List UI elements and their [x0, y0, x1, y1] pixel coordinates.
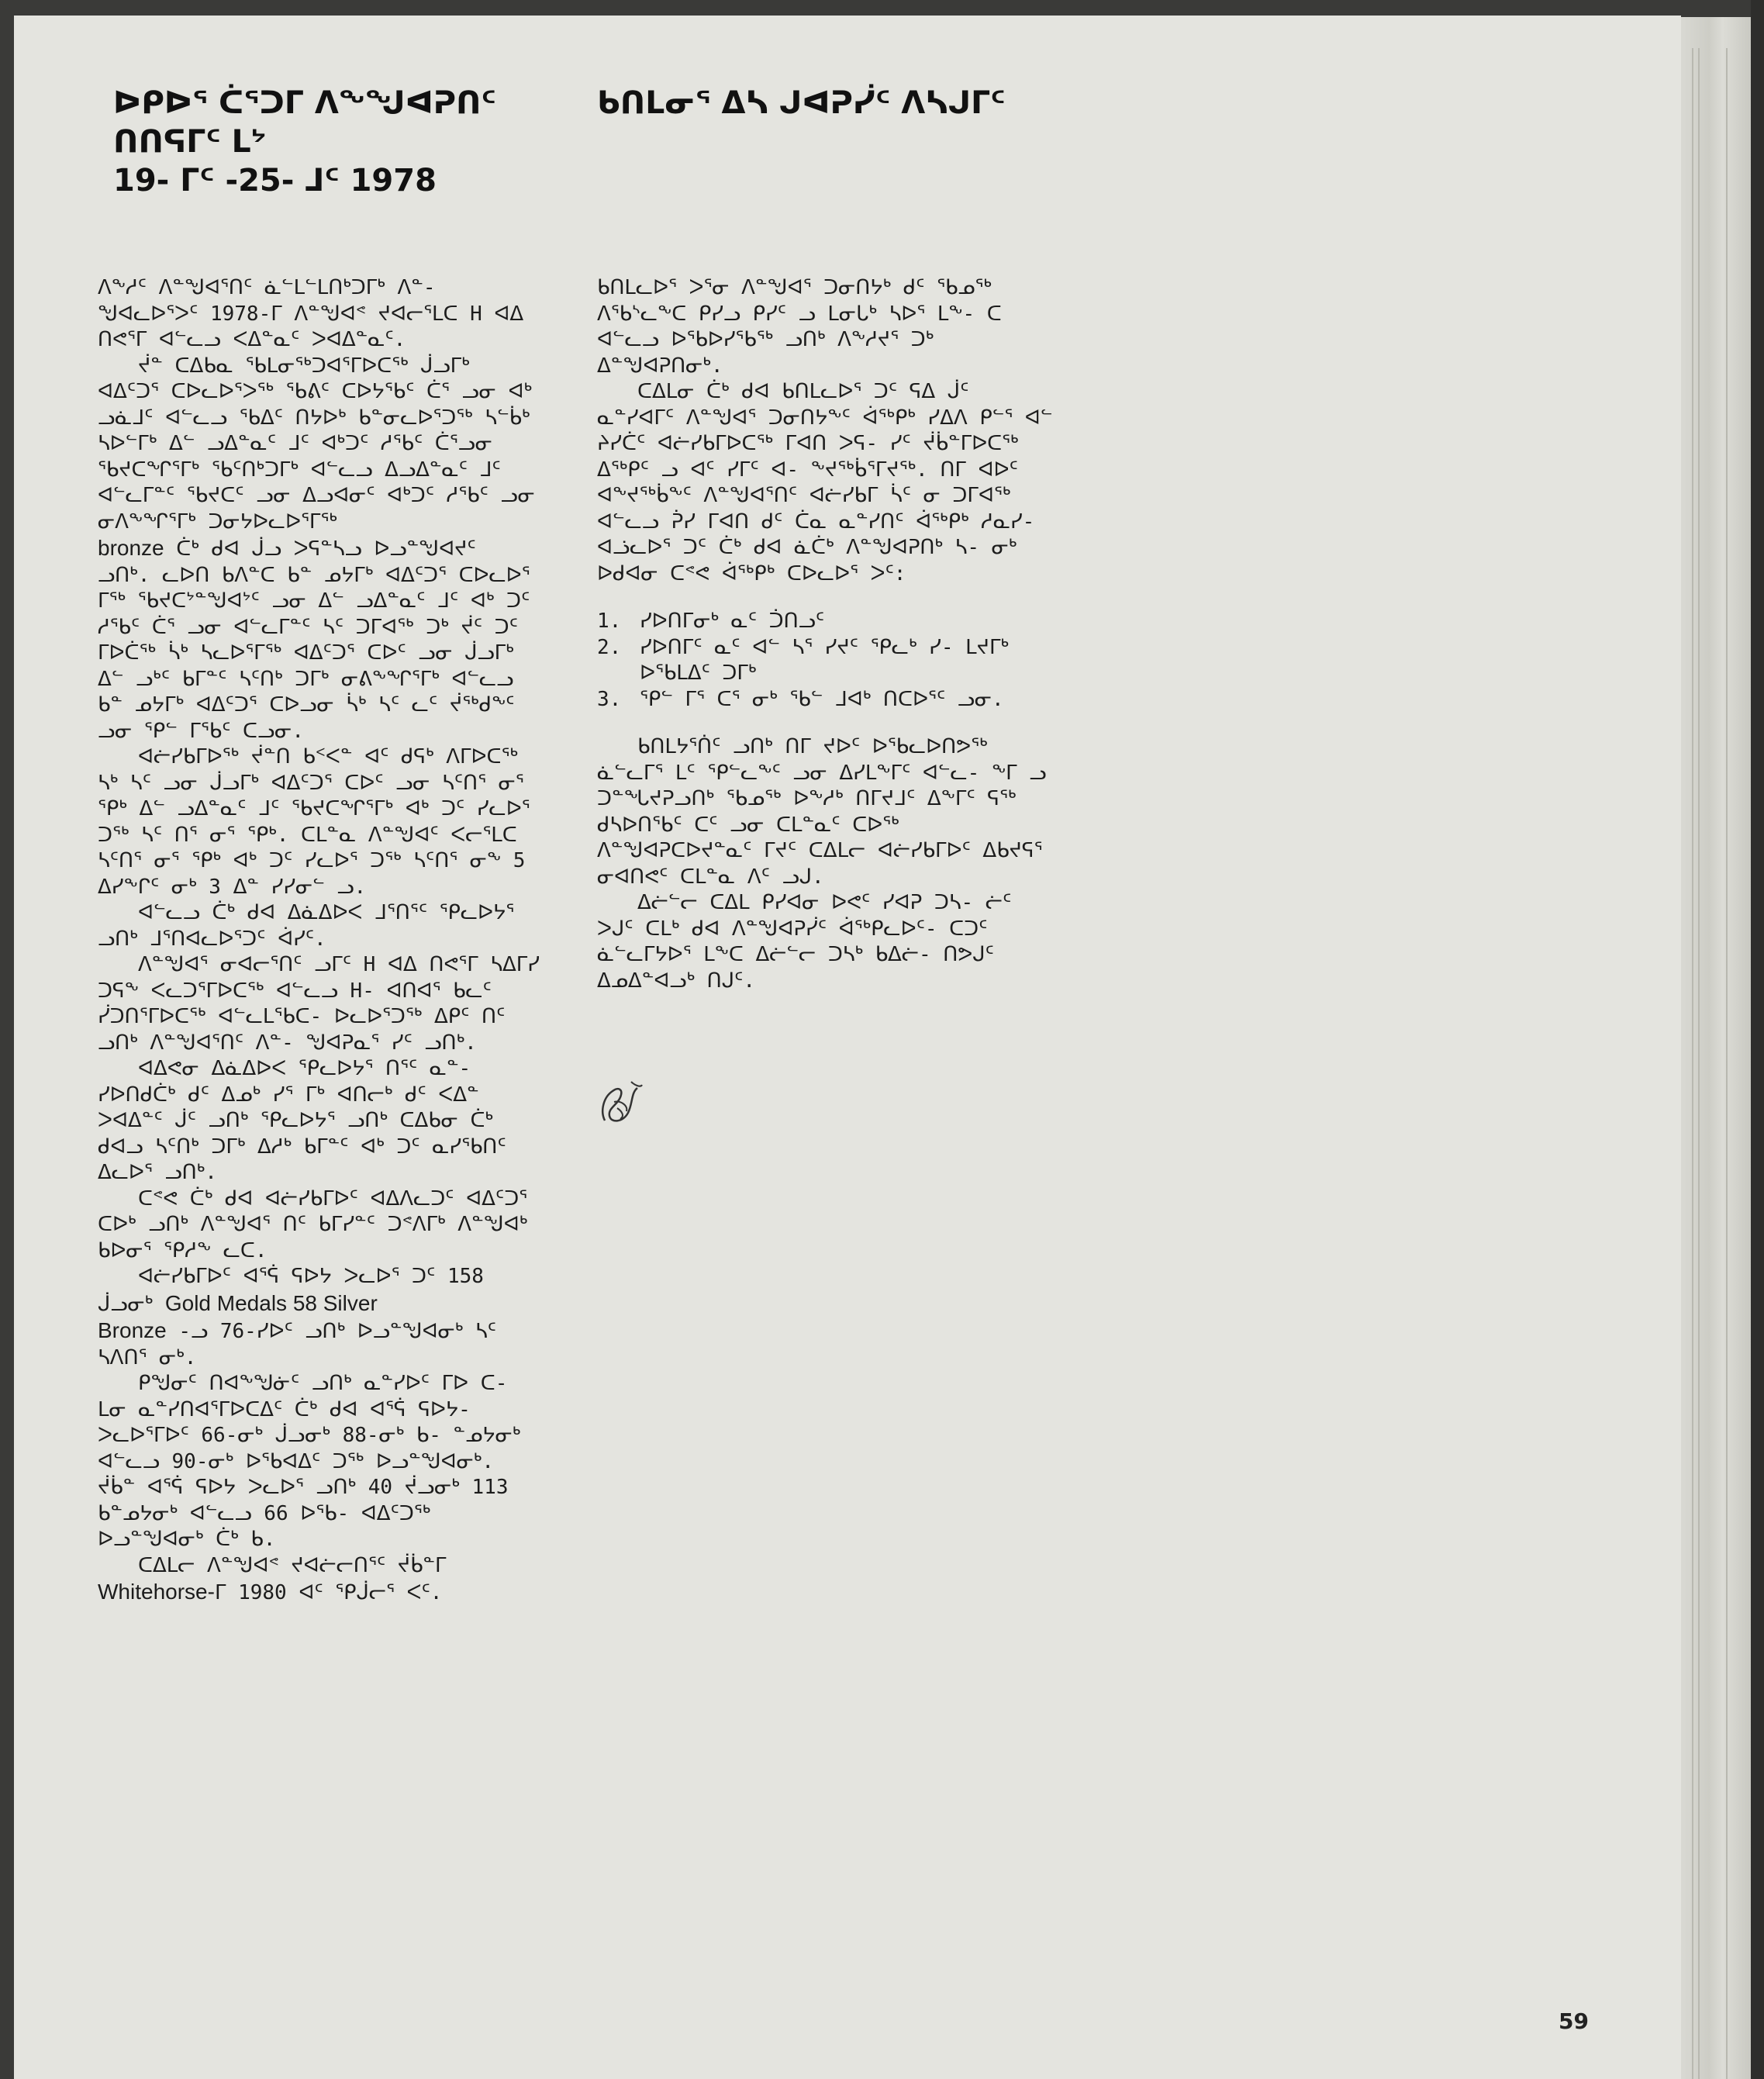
list-number: 3.	[597, 687, 622, 711]
paragraph: ᑭᖑᓂᑦ ᑎᐊᖕᖑᓃᑦ ᓗᑎᒃ ᓇᓐᓯᐅᑦ ᒥᐅ ᑕ- ᒪᓂ ᓇᓐᓯᑎᐊᕐᒥᐅᑕᐃᑦ ᑖᒃ ᑯᐊ ᐊᕐᕌ ᕋᐅᔭ- ᐳᓚᐅᕐᒥᐅᑦ 66-ᓂᒃ ᒎᓗᓂᒃ 88-ᓂᒃ ᑲ- ᓐᓄᔭᓂᒃ ᐊᓪᓚᓗ 90-ᓂᒃ ᐅᖃᐊᐃᑦ ᑐᖅ ᐅᓗᓐᖑᐊᓂᒃ. ᔫᑳᓐ ᐊᕐᕌ ᕋᐅᔭ ᐳᓚᐅᕐ ᓗᑎᒃ 40 ᔫᓗᓂᒃ 113 ᑲᓐᓄᔭᓂᒃ ᐊᓪᓚᓗ 66 ᐅᖃ- ᐊᐃᑦᑐᖅ ᐅᓗᓐᖑᐊᓂᒃ ᑖᒃ ᑲ.	[98, 1372, 521, 1551]
bronze-word: bronze	[98, 536, 164, 560]
page-number: 59	[1559, 2008, 1589, 2034]
header-left-date: 19- ᒥᑦ -25- ᒧᑦ 1978	[113, 163, 437, 199]
background-edge	[1751, 0, 1764, 2079]
spine-line	[1692, 48, 1693, 2079]
spine-line	[1726, 48, 1728, 2079]
list-item	[597, 635, 1055, 687]
medals-latin: Gold Medals 58 Silver	[164, 1290, 378, 1315]
paragraph: ᐱᖕᓱᑦ ᐱᓐᖑᐊᕐᑎᑦ ᓈᓪᒪᓪᒪᑎᒃᑐᒥᒃ ᐱᓐ- ᖑᐊᓚᐅᕐᐳᑦ 1978-ᒥ ᐱᓐᖑᐊᕝ ᔪᐊᓕᕐᒪᑕ H ᐊᐃ ᑎᕙᕐᒥ ᐊᓪᓚᓗ ᐸᐃᓐᓇᑦ ᐳᐊᐃᓐᓇᑦ.	[98, 276, 524, 351]
list-text: ᓯᐅᑎᒥᑦ ᓇᑦ ᐊᓪ ᓴᕐ ᓯᔪᑦ ᕿᓚᒃ ᓯ- ᒪᔪᒥᒃ ᐅᖃᒪᐃᑦ ᑐᒥᒃ	[640, 635, 1010, 685]
paragraph: ᑲᑎᒪᔭᕐᑏᑦ ᓗᑎᒃ ᑎᒥ ᔪᐅᑦ ᐅᖃᓚᐅᑎᕗᖅ ᓈᓪᓚᒥᕐ ᒪᑦ ᕿᓪᓚᖕᑦ ᓗᓂ ᐃᓯᒪᖕᒥᑦ ᐊᓪᓚ- ᖕᒥ ᓗ ᑐᓐᖓᔪᕈᓗᑎᒃ ᖃᓄᖅ ᐅᖕᓱᒃ ᑎᒥᔪᒧᑦ ᐃᖕᒥᑦ ᕋᖅ ᑯᓴᐅᑎᖃᑦ ᑕᑦ ᓗᓂ ᑕᒪᓐᓇᑦ ᑕᐅᖅ ᐱᓐᖑᐊᕈᑕᐅᔪᓐᓇᑦ ᒥᔪᑦ ᑕᐃᒪᓕ ᐊᓖᓯᑲᒥᐅᑦ ᐃᑲᔪᕋᕐ ᓂᐊᑎᕙᑦ ᑕᒪᓐᓇ ᐱᑦ ᓗᒍ.	[597, 735, 1047, 889]
list-number: 2.	[597, 635, 622, 659]
medals-text: -ᓗ 76-ᓯᐅᑦ ᓗᑎᒃ ᐅᓗᓐᖑᐊᓂᒃ ᓴᑦ ᓴᐱᑎᕐ ᓂᒃ.	[98, 1320, 496, 1369]
left-column	[98, 275, 540, 1607]
bronze-word: Bronze	[98, 1318, 167, 1342]
whitehorse-line	[98, 1579, 540, 1607]
paragraph: ᑕᐃᒪᓂ ᑖᒃ ᑯᐊ ᑲᑎᒪᓚᐅᕐ ᑐᑦ ᕋᐃ ᒎᑦ ᓇᓐᓯᐊᒥᑦ ᐱᓐᖑᐊᕐ ᑐᓂᑎᔭᖕᑦ ᐋᖅᑭᒃ ᓯᐃᐱ ᑭᓪᕐ ᐊᓪ ᔨᓯᑖᑦ ᐊᓖᓯᑲᒥᐅᑕᖅ ᒥᐊᑎ ᐳᕋ- ᓯᑦ ᔫᑳᓐᒥᐅᑕᖅ ᐃᖅᑭᑦ ᓗ ᐊᑦ ᓯᒥᑦ ᐊ- ᖕᔪᖅᑳᕐᒥᔪᖅ. ᑎᒥ ᐊᐅᑦ ᐊᖕᔪᖅᑳᖕᑦ ᐱᓐᖑᐊᕐᑎᑦ ᐊᓖᓯᑲᒥ ᓵᑦ ᓂ ᑐᒥᐊᖅ ᐊᓪᓚᓗ ᕉᓯ ᒥᐊᑎ ᑯᑦ ᑖᓇ ᓇᓐᓯᑎᑦ ᐋᖅᑭᒃ ᓱᓇᓯ- ᐊᓘᓚᐅᕐ ᑐᑦ ᑖᒃ ᑯᐊ ᓈᑖᒃ ᐱᓐᖑᐊᕈᑎᒃ ᓴ- ᓂᒃ ᐅᑯᐊᓂ ᑕᕝᕙ ᐋᖅᑭᒃ ᑕᐅᓚᐅᕐ ᐳᑦ:	[597, 380, 1053, 585]
paragraph: ᐃᓖᓪᓕ ᑕᐃᒪ ᑭᓯᐊᓂ ᐅᕙᑦ ᓯᐊᕈ ᑐᓴ- ᓖᑦ ᐳᒍᑦ ᑕᒪᒃ ᑯᐊ ᐱᓐᖑᐊᕈᓰᑦ ᐋᖅᑭᓚᐅᑦ- ᑕᑐᑦ ᓈᓪᓚᒥᔭᐅᕐ ᒪᖕᑕ ᐃᓖᓪᓕ ᑐᓴᒃ ᑲᐃᓖ- ᑎᕗᒍᑦ ᐃᓄᐃᓐᐊᓗᒃ ᑎᒍᑦ.	[597, 891, 1012, 993]
paragraph: ᔫᓐ ᑕᐃᑲᓇ ᖃᒪᓂᖅᑐᐊᕐᒥᐅᑕᖅ ᒎᓗᒥᒃ ᐊᐃᑦᑐᕐ ᑕᐅᓚᐅᕐᐳᖅ ᖃᕕᑦ ᑕᐅᔭᖃᑦ ᑖᕐ ᓗᓂ ᐊᒃ ᓗᓈᒧᑦ ᐊᓪᓚᓗ ᖃᐃᑦ ᑎᔭᐅᒃ ᑲᓐᓂᓚᐅᕐᑐᖅ ᓴᓪᑳᒃ ᓴᐅᓪᒥᒃ ᐃᓪ ᓗᐃᓐᓇᑦ ᒧᑦ ᐊᒃᑐᑦ ᓱᖃᑦ ᑖᕐᓗᓂ ᖃᔪᑕᖏᕐᒥᒃ ᖃᑦᑎᒃᑐᒥᒃ ᐊᓪᓚᓗ ᐃᓗᐃᓐᓇᑦ ᒧᑦ ᐊᓪᓚᒥᓐᑦ ᖃᔪᑕᑦ ᓗᓂ ᐃᓗᐊᓂᑦ ᐊᒃᑐᑦ ᓱᖃᑦ ᓗᓂ ᓂᐱᖕᖏᕐᒥᒃ ᑐᓂᔭᐅᓚᐅᕐᒥᖅ	[98, 354, 535, 534]
medals-line-2	[98, 1318, 540, 1371]
paragraph-text: ᑖᒃ ᑯᐊ ᒎᓗ ᐳᕋᓐᓴᓗ ᐅᓗᓐᖑᐊᔪᑦ ᓗᑎᒃ. ᓚᐅᑎ ᑲᐱᓐᑕ ᑲᓐ ᓄᔭᒥᒃ ᐊᐃᑦᑐᕐ ᑕᐅᓚᐅᕐ ᒥᖅ ᖃᔪᑕᔾᓐᖑᐊᔾᑦ ᓗᓂ ᐃᓪ ᓗᐃᓐᓇᑦ ᒧᑦ ᐊᒃ ᑐᑦ ᓱᖃᑦ ᑖᕐ ᓗᓂ ᐊᓪᓚᒥᓐᑦ ᓴᑦ ᑐᒥᐊᖅ ᑐᒃ ᔫᑦ ᑐᑦ ᒥᐅᑖᖅ ᓵᒃ ᓴᓚᐅᕐᒥᖅ ᐊᐃᑦᑐᕐ ᑕᐅᑦ ᓗᓂ ᒎᓗᒥᒃ ᐃᓪ ᓗᒃᑦ ᑲᒥᓐᑦ ᓴᑦᑎᒃ ᑐᒥᒃ ᓂᕕᖕᖏᕐᒥᒃ ᐊᓪᓚᓗ ᑲᓐ ᓄᔭᒥᒃ ᐊᐃᑦᑐᕐ ᑕᐅᓗᓂ ᓵᒃ ᓴᑦ ᓚᑦ ᔫᖅᑯᖕᑦ ᓗᓂ ᕿᓪ ᒥᖃᑦ ᑕᓗᓂ.	[98, 537, 530, 743]
paragraph: ᐊᓖᓯᑲᒥᐅᑦ ᐊᕐᕌ ᕋᐅᔭ ᐳᓚᐅᕐ ᑐᑦ 158	[138, 1265, 484, 1288]
header-left	[113, 84, 496, 200]
list-text: ᓯᐅᑎᒥᓂᒃ ᓇᑦ ᑑᑎᓗᑦ	[640, 610, 825, 633]
paragraph: ᑕᕝᕙ ᑖᒃ ᑯᐊ ᐊᓖᓯᑲᒥᐅᑦ ᐊᐃᐱᓚᑐᑦ ᐊᐃᑦᑐᕐ ᑕᐅᒃ ᓗᑎᒃ ᐱᓐᖑᐊᕐ ᑎᑦ ᑲᒥᓯᓐᑦ ᑐᕝᐱᒥᒃ ᐱᓐᖑᐊᒃ ᑲᐅᓂᕐ ᕿᓱᖕ ᓚᑕ.	[98, 1186, 528, 1262]
header-left-line-2: ᑎᑎᕋᒥᑦ ᒪᔾ	[113, 124, 267, 160]
paragraph: ᐊᐃᕙᓂ ᐃᓈᐃᐅᐸ ᕿᓚᐅᔭᕐ ᑎᕐᑦ ᓇᓐ- ᓯᐅᑎᑯᑖᒃ ᑯᑦ ᐃᓄᒃ ᓯᕐ ᒥᒃ ᐊᑎᓕᒃ ᑯᑦ ᐸᐃᓐ ᐳᐊᐃᓐᑦ ᒎᑦ ᓗᑎᒃ ᕿᓚᐅᔭᕐ ᓗᑎᒃ ᑕᐃᑲᓂ ᑖᒃ ᑯᐊᓗ ᓴᑦᑎᒃ ᑐᒥᒃ ᐃᓱᒃ ᑲᒥᓐᑦ ᐊᒃ ᑐᑦ ᓇᓯᖃᑎᑦ ᐃᓚᐅᕐ ᓗᑎᒃ.	[98, 1057, 506, 1184]
paragraph	[98, 535, 540, 744]
paragraph: ᑲᑎᒪᓚᐅᕐ ᐳᕐᓂ ᐱᓐᖑᐊᕐ ᑐᓂᑎᔭᒃ ᑯᑦ ᖃᓄᖅ ᐱᖃᔅᓚᖕᑕ ᑭᓯᓗ ᑭᓯᑦ ᓗ ᒪᓂᒐᒃ ᓴᐅᕐ ᒪᖕ- ᑕ ᐊᓪᓚᓗ ᐅᖃᐅᓯᖃᖅ ᓗᑎᒃ ᐱᖕᓱᔪᕐ ᑐᒃ ᐃᓐᖑᐊᕈᑎᓂᒃ.	[597, 276, 1002, 378]
right-column	[597, 275, 1055, 994]
list-number: 1.	[597, 610, 622, 633]
whitehorse-text: ᒥ 1980 ᐊᑦ ᕿᒎᓕᕐ ᐸᑦ.	[214, 1581, 443, 1604]
numbered-list	[597, 609, 1055, 713]
document-page	[14, 16, 1681, 2079]
list-item	[597, 687, 1055, 713]
page-spine	[1681, 17, 1751, 2079]
header-right-title: ᑲᑎᒪᓂᕐ ᐃᓴ ᒍᐊᕈᓰᑦ ᐱᓴᒍᒥᑦ	[597, 85, 1006, 121]
list-text: ᕿᓪ ᒥᕐ ᑕᕐ ᓂᒃ ᖃᓪ ᒧᐊᒃ ᑎᑕᐅᕐᑦ ᓗᓂ.	[640, 687, 1004, 711]
paragraph: ᑕᐃᒪᓕ ᐱᓐᖑᐊᕝ ᔪᐊᓖᓕᑎᕐᑦ ᔫᑳᓐᒥ	[138, 1553, 447, 1577]
whitehorse-word: Whitehorse-	[98, 1580, 215, 1604]
paragraph: ᐊᓪᓚᓗ ᑖᒃ ᑯᐊ ᐃᓈᐃᐅᐸ ᒧᕐᑎᕐᑦ ᕿᓚᐅᔭᕐ ᓗᑎᒃ ᒧᕐᑎᐊᓚᐅᕐᑐᑦ ᐋᓯᑦ.	[98, 901, 515, 951]
spine-line	[1698, 48, 1700, 2079]
list-item	[597, 609, 1055, 635]
medals-prefix: ᒎᓗᓂᒃ	[98, 1292, 154, 1316]
paragraph: ᐱᓐᖑᐊᕐ ᓂᐊᓕᕐᑎᑦ ᓗᒥᑦ H ᐊᐃ ᑎᕙᕐᒥ ᓴᐃᒥᓯ ᑐᕋᖕ ᐸᓚᑐᕐᒥᐅᑕᖅ ᐊᓪᓚᓗ H- ᐊᑎᐊᕐ ᑲᓚᑦ ᓰᑐᑎᕐᒥᐅᑕᖅ ᐊᓪᓚᒪᖃᑕ- ᐅᓚᐅᕐᑐᖅ ᐃᑭᑦ ᑎᑦ ᓗᑎᒃ ᐱᓐᖑᐊᕐᑎᑦ ᐱᓐ- ᖑᐊᕈᓇᕐ ᓯᑦ ᓗᑎᒃ.	[98, 953, 540, 1055]
header-left-line-1: ᐅᑭᐅᕐ ᑖᕐᑐᒥ ᐱᖕᖑᐊᕈᑎᑦ	[113, 85, 496, 121]
paragraph: ᐊᓖᓯᑲᒥᐅᖅ ᔫᓐᑎ ᑲᑉᐸᓐ ᐊᑦ ᑯᕋᒃ ᐱᒥᐅᑕᖅ ᓴᒃ ᓴᑦ ᓗᓂ ᒎᓗᒥᒃ ᐊᐃᑦᑐᕐ ᑕᐅᑦ ᓗᓂ ᓴᑦᑎᕐ ᓂᕐ ᕿᒃ ᐃᓪ ᓗᐃᓐᓇᑦ ᒧᑦ ᖃᔪᑕᖏᕐᒥᒃ ᐊᒃ ᑐᑦ ᓯᓚᐅᕐ ᑐᖅ ᓴᑦ ᑎᕐ ᓂᕐ ᕿᒃ. ᑕᒪᓐᓇ ᐱᓐᖑᐊᑦ ᐸᓕᕐᒪᑕ ᓴᑦᑎᕐ ᓂᕐ ᕿᒃ ᐊᒃ ᑐᑦ ᓯᓚᐅᕐ ᑐᖅ ᓴᑦᑎᕐ ᓂᖕ 5 ᐃᓯᖕᒋᑦ ᓂᒃ 3 ᐃᓐ ᓯᓯᓂᓪ ᓗ.	[98, 745, 530, 899]
medals-line	[98, 1290, 540, 1318]
header-right	[597, 84, 1006, 123]
signature-mark	[597, 1074, 645, 1130]
